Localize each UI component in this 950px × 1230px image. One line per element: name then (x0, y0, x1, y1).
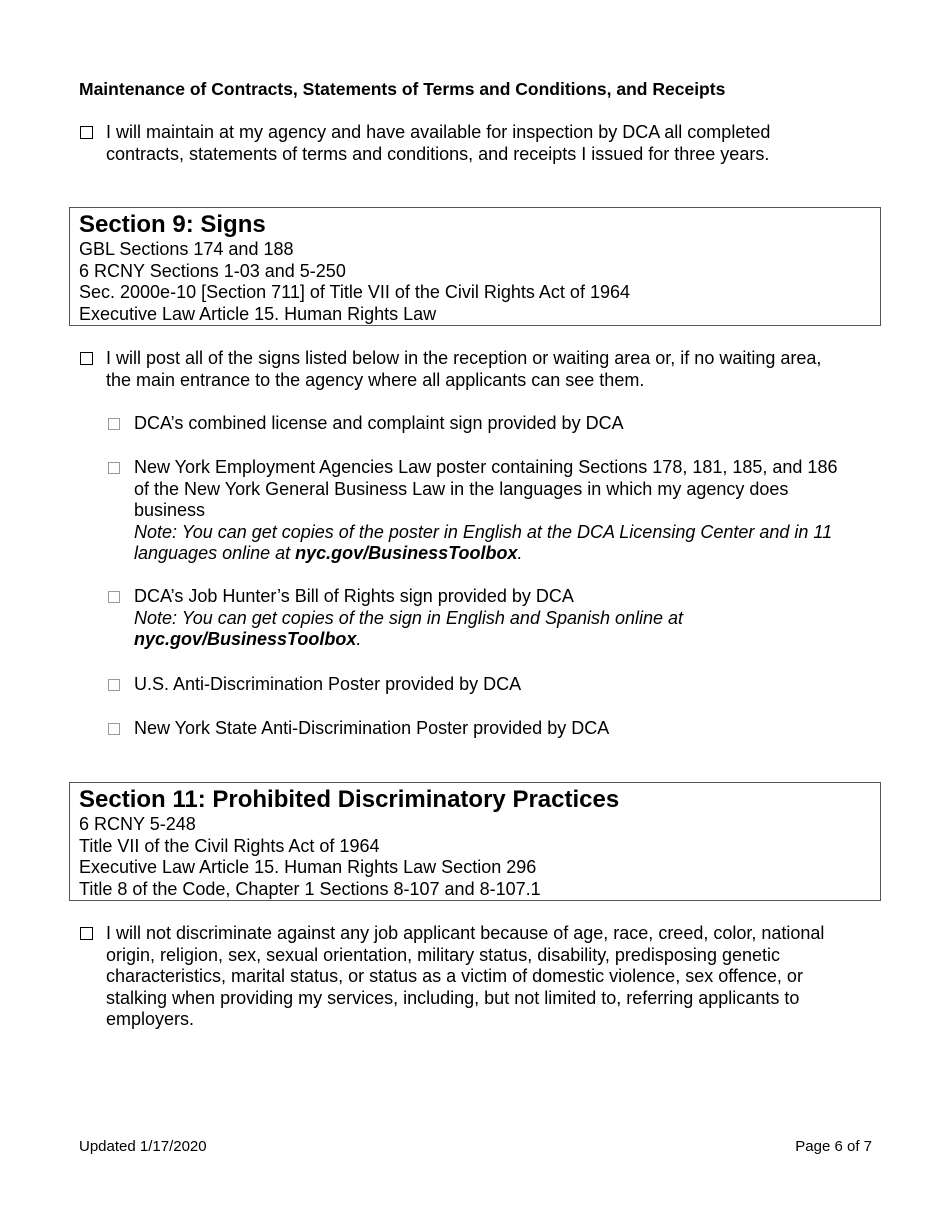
sign-checkbox-us-anti-discrimination[interactable] (108, 679, 120, 691)
post-signs-text (106, 348, 821, 391)
section-11-ref: Title VII of the Civil Rights Act of 1964 (79, 835, 380, 856)
maintenance-heading: Maintenance of Contracts, Statements of Terms and Conditions, and Receipts (79, 79, 726, 99)
sign-item-poster (134, 457, 837, 565)
sign-note-line: Note: You can get copies of the poster in English at the DCA Licensing Center and in 11 (134, 521, 833, 542)
non-discrimination-line: characteristics, marital status, or status as a victim of domestic violence, sex offence, or (106, 966, 803, 986)
note-text: . (356, 629, 362, 649)
note-text: languages online at (134, 543, 296, 563)
sign-note-line (134, 543, 837, 565)
non-discrimination-checkbox[interactable] (80, 927, 93, 940)
sign-checkbox-poster[interactable] (108, 462, 120, 474)
section-9-title: Section 9: Signs (79, 211, 266, 238)
maintenance-item-line: I will maintain at my agency and have available for inspection by DCA all completed (106, 122, 771, 142)
sign-item-bill-of-rights (134, 586, 683, 651)
post-signs-checkbox[interactable] (80, 352, 93, 365)
non-discrimination-line: origin, religion, sex, sexual orientation, military status, disability, predisposing genetic (106, 944, 780, 965)
sign-checkbox-bill-of-rights[interactable] (108, 591, 120, 603)
non-discrimination-line: I will not discriminate against any job applicant because of age, race, creed, color, national (106, 923, 825, 943)
sign-item-line: New York Employment Agencies Law poster containing Sections 178, 181, 185, and 186 (134, 457, 838, 477)
sign-item-line: business (134, 500, 206, 520)
section-9-header-box (69, 207, 881, 326)
footer-page-number: Page 6 of 7 (795, 1138, 872, 1155)
sign-checkbox-nys-anti-discrimination[interactable] (108, 723, 120, 735)
section-9-ref: GBL Sections 174 and 188 (79, 239, 294, 259)
maintenance-item-text (106, 122, 770, 165)
sign-checkbox-license[interactable] (108, 418, 120, 430)
business-toolbox-link[interactable]: nyc.gov/BusinessToolbox (295, 543, 518, 563)
sign-note-line (134, 629, 683, 651)
sign-item-us-anti-discrimination: U.S. Anti-Discrimination Poster provided by DCA (134, 674, 522, 694)
section-11-header-box (69, 782, 881, 901)
post-signs-line: the main entrance to the agency where all applicants can see them. (106, 369, 645, 390)
post-signs-line: I will post all of the signs listed below in the reception or waiting area or, if no waiting area, (106, 348, 822, 368)
sign-note-line: Note: You can get copies of the sign in English and Spanish online at (134, 607, 684, 628)
section-11-title: Section 11: Prohibited Discriminatory Practices (79, 786, 620, 813)
section-11-ref: Title 8 of the Code, Chapter 1 Sections 8-107 and 8-107.1 (79, 878, 541, 899)
sign-item-nys-anti-discrimination: New York State Anti-Discrimination Poster provided by DCA (134, 718, 610, 738)
non-discrimination-line: stalking when providing my services, including, but not limited to, referring applicants to (106, 987, 800, 1008)
non-discrimination-line: employers. (106, 1009, 195, 1029)
non-discrimination-text (106, 923, 824, 1031)
section-9-ref: Executive Law Article 15. Human Rights Law (79, 303, 437, 324)
section-9-ref: 6 RCNY Sections 1-03 and 5-250 (79, 260, 346, 281)
sign-item-license: DCA’s combined license and complaint sign provided by DCA (134, 413, 624, 433)
section-11-ref: 6 RCNY 5-248 (79, 814, 196, 834)
maintenance-checkbox[interactable] (80, 126, 93, 139)
maintenance-item-line: contracts, statements of terms and conditions, and receipts I issued for three years. (106, 143, 770, 164)
sign-item-line: DCA’s Job Hunter’s Bill of Rights sign provided by DCA (134, 586, 574, 606)
section-9-ref: Sec. 2000e-10 [Section 711] of Title VII of the Civil Rights Act of 1964 (79, 282, 630, 302)
sign-item-line: of the New York General Business Law in the languages in which my agency does (134, 478, 789, 499)
section-11-ref: Executive Law Article 15. Human Rights Law Section 296 (79, 857, 537, 877)
footer-updated-date: Updated 1/17/2020 (79, 1138, 207, 1155)
note-text: . (517, 543, 523, 563)
business-toolbox-link[interactable]: nyc.gov/BusinessToolbox (134, 629, 357, 649)
